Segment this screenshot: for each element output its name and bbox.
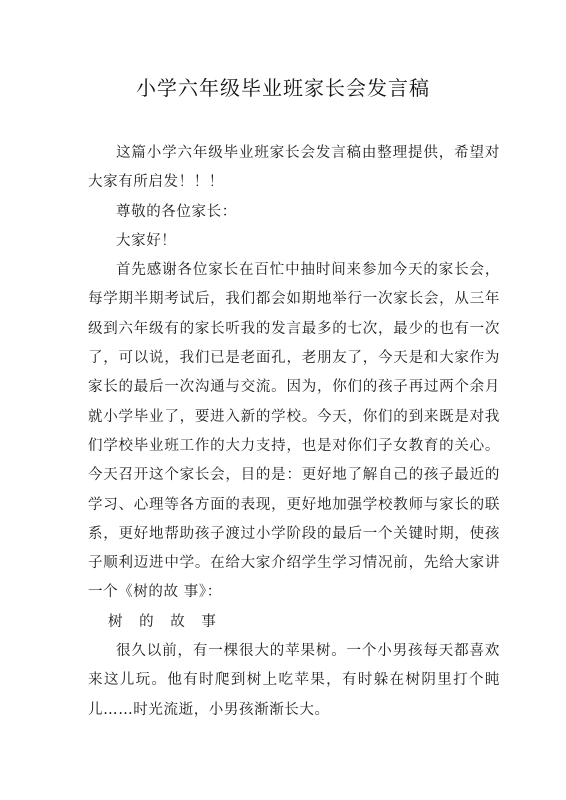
main-paragraph: 首先感谢各位家长在百忙中抽时间来参加今天的家长会，每学期半期考试后，我们都会如期地举行一次家长会，从三年级到六年级有的家长听我的发言最多的七次，最少的也有一次了，可以说，我们已是老面孔，老朋友了，今天是和大家作为家长的最后一次沟通与交流。因为，你们的孩子再过两个余月就小学毕业了，要进入新的学校。今天，你们的到来既是对我们学校毕业班工作的大力支持，也是对你们子女教育的关心。今天召开这个家长会，目的是：更好地了解自己的孩子最近的学习、心理等各方面的表现，更好地加强学校教师与家长的联系，更好地帮助孩子渡过小学阶段的最后一个关键时期，使孩子顺利迈进中学。在给大家介绍学生学习情况前，先给大家讲一个《树的故 事》： (88, 262, 500, 601)
document-body (88, 139, 500, 725)
salutation: 尊敬的各位家长： (116, 203, 237, 220)
greeting: 大家好！ (116, 232, 177, 249)
story-title: 树 的 故 事 (108, 613, 222, 630)
story-paragraph: 很久以前，有一棵很大的苹果树。一个小男孩每天都喜欢来这儿玩。他有时爬到树上吃苹果，有时躲在树阴里打个盹儿……时光流逝，小男孩渐渐长大。 (88, 643, 500, 718)
intro-paragraph: 这篇小学六年级毕业班家长会发言稿由整理提供，希望对大家有所启发！！！ (88, 145, 500, 191)
document-title: 小学六年级毕业班家长会发言稿 (136, 76, 430, 100)
